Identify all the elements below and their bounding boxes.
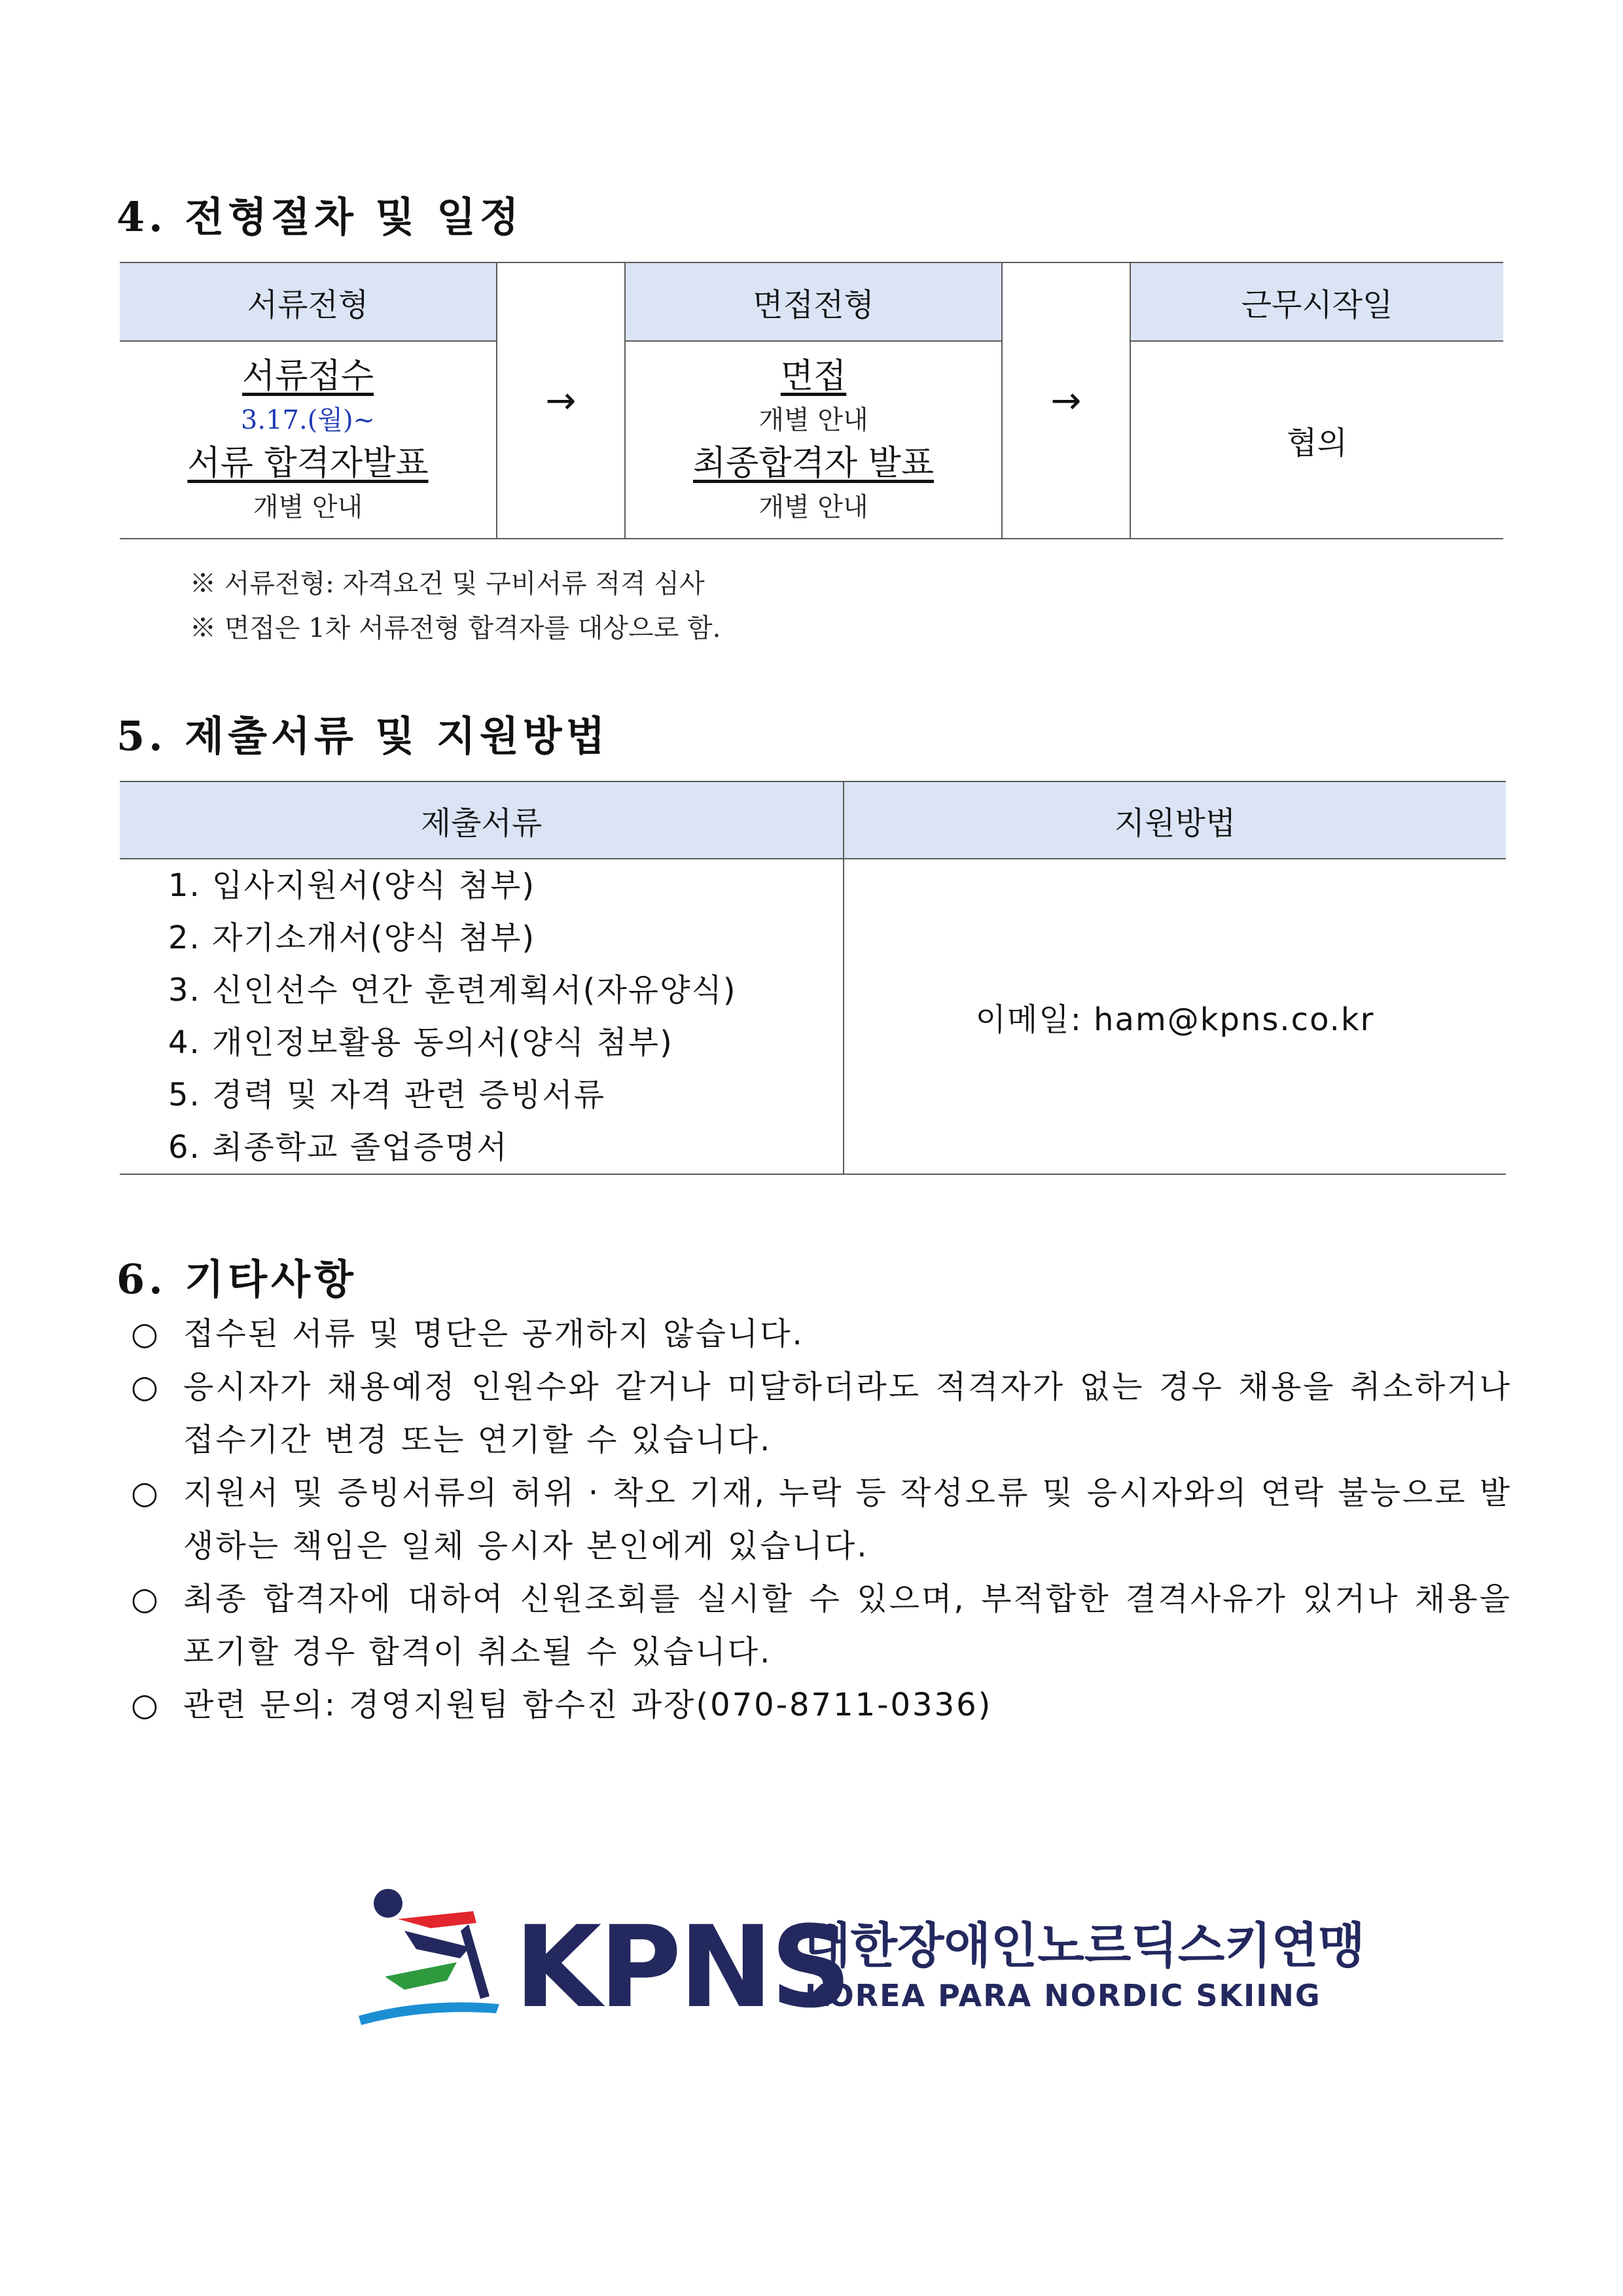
misc-item bbox=[131, 1361, 1512, 1467]
misc-item-text: 최종 합격자에 대하여 신원조회를 실시할 수 있으며, 부적합한 결격사유가 있거나 채용을 포기할 경우 합격이 취소될 수 있습니다. bbox=[183, 1581, 1512, 1670]
interview: 면접 bbox=[780, 357, 847, 397]
schedule-table bbox=[120, 262, 1503, 539]
note-1: ※ 서류전형: 자격요건 및 구비서류 적격 심사 bbox=[190, 569, 705, 599]
application-method: 이메일: ham@kpns.co.kr bbox=[844, 859, 1506, 1174]
circle-bullet: ○ bbox=[131, 1475, 160, 1511]
circle-bullet: ○ bbox=[131, 1581, 160, 1617]
stage-interview-cell bbox=[625, 341, 1002, 539]
arrow-1: → bbox=[497, 262, 625, 539]
misc-item-text: 지원서 및 증빙서류의 허위 · 착오 기재, 누락 등 작성오류 및 응시자와의 연락 불능으로 발생하는 책임은 일체 응시자 본인에게 있습니다. bbox=[183, 1475, 1512, 1564]
misc-item-text: 접수된 서류 및 명단은 공개하지 않습니다. bbox=[183, 1316, 804, 1352]
documents-list bbox=[120, 859, 844, 1174]
header-method: 지원방법 bbox=[844, 781, 1506, 859]
skier-mark-icon bbox=[359, 1889, 499, 2025]
final-pass-announcement: 최종합격자 발표 bbox=[692, 444, 935, 483]
circle-bullet: ○ bbox=[131, 1316, 160, 1352]
final-notice: 개별 안내 bbox=[758, 492, 868, 522]
documents-table bbox=[120, 781, 1506, 1175]
misc-item-text: 관련 문의: 경영지원팀 함수진 과장(070-8711-0336) bbox=[183, 1687, 993, 1723]
header-interview: 면접전형 bbox=[625, 262, 1002, 341]
interview-notice: 개별 안내 bbox=[758, 405, 868, 435]
misc-item bbox=[131, 1679, 1512, 1732]
document-item: 4. 개인정보활용 동의서(양식 첨부) bbox=[168, 1024, 673, 1061]
submission-date: 3.17.(월)~ bbox=[240, 405, 376, 435]
individual-notice: 개별 안내 bbox=[253, 492, 363, 522]
misc-item-text: 응시자가 채용예정 인원수와 같거나 미달하더라도 적격자가 없는 경우 채용을 취소하거나 접수기간 변경 또는 연기할 수 있습니다. bbox=[183, 1369, 1512, 1458]
misc-item bbox=[131, 1308, 1512, 1361]
document-item: 3. 신인선수 연간 훈련계획서(자유양식) bbox=[168, 972, 737, 1009]
schedule-notes bbox=[190, 562, 721, 651]
document-item: 2. 자기소개서(양식 첨부) bbox=[168, 920, 536, 956]
section-6-title: 6. 기타사항 bbox=[116, 1255, 357, 1303]
document-pass-announcement: 서류 합격자발표 bbox=[187, 444, 429, 483]
document-item: 1. 입사지원서(양식 첨부) bbox=[168, 867, 536, 904]
misc-item bbox=[131, 1467, 1512, 1573]
start-date-value: 협의 bbox=[1130, 341, 1503, 539]
document-submission: 서류접수 bbox=[242, 357, 374, 397]
circle-bullet: ○ bbox=[131, 1687, 160, 1723]
stage-document-cell bbox=[120, 341, 497, 539]
document-item: 5. 경력 및 자격 관련 증빙서류 bbox=[168, 1077, 606, 1113]
header-documents: 제출서류 bbox=[120, 781, 844, 859]
section-4-title: 4. 전형절차 및 일정 bbox=[116, 193, 523, 241]
document-item: 6. 최종학교 졸업증명서 bbox=[168, 1129, 508, 1166]
misc-list bbox=[131, 1308, 1512, 1732]
note-2: ※ 면접은 1차 서류전형 합격자를 대상으로 함. bbox=[190, 613, 721, 643]
logo-english-name: KOREA PARA NORDIC SKIING bbox=[805, 1978, 1321, 2013]
logo-brand: KPNS bbox=[514, 1901, 849, 2033]
header-start-date: 근무시작일 bbox=[1130, 262, 1503, 341]
misc-item bbox=[131, 1573, 1512, 1679]
kpns-logo bbox=[359, 1885, 1365, 2042]
circle-bullet: ○ bbox=[131, 1369, 160, 1405]
section-5-title: 5. 제출서류 및 지원방법 bbox=[116, 712, 609, 760]
logo-korean-name: 대한장애인노르딕스키연맹 bbox=[804, 1918, 1365, 1974]
header-document-screening: 서류전형 bbox=[120, 262, 497, 341]
arrow-2: → bbox=[1002, 262, 1130, 539]
